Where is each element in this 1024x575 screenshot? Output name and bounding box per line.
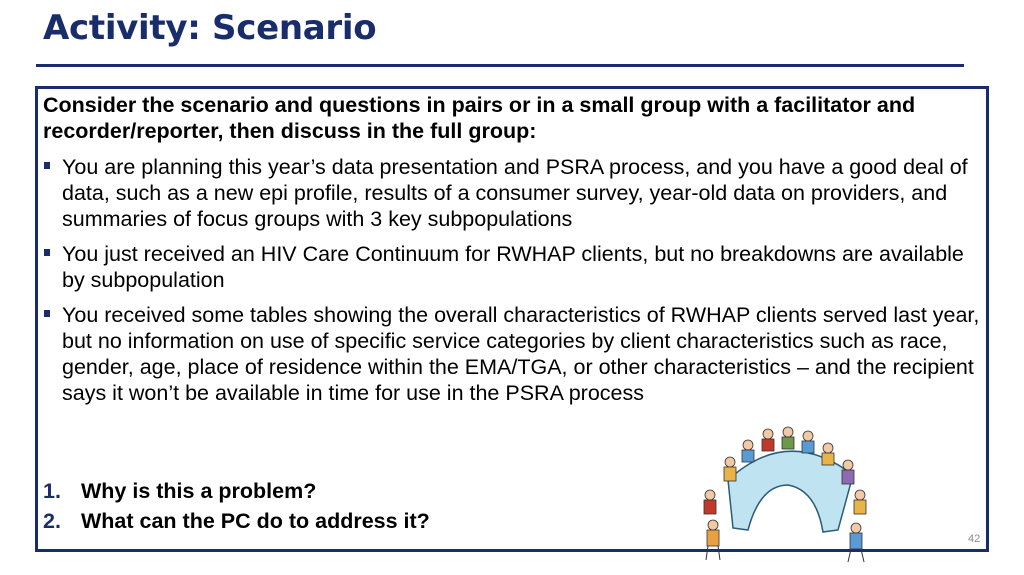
scenario-bullet-text: You received some tables showing the overall characteristics of RWHAP clients served last year, but no information on use of specific service categories by client characteristics such as race, gender, age, place of residence within the EMA/TGA, or other characteristics – and the recipient says it won’t be available in time for use in the PSRA process xyxy=(62,303,980,405)
scenario-bullet xyxy=(43,302,988,406)
question-item xyxy=(43,508,430,534)
scenario-bullet-text: You are planning this year’s data presentation and PSRA process, and you have a good deal of data, such as a new epi profile, results of a consumer survey, year-old data on providers, and summaries of focus groups with 3 key subpopulations xyxy=(62,155,968,231)
discussion-questions xyxy=(43,478,430,538)
bullet-square-icon xyxy=(44,162,50,169)
bullet-square-icon xyxy=(44,310,50,317)
scenario-bullet xyxy=(43,154,988,232)
scenario-bullet xyxy=(43,241,988,293)
question-number: 2. xyxy=(43,509,61,533)
question-text: What can the PC do to address it? xyxy=(81,509,430,533)
question-item xyxy=(43,478,430,504)
scenario-bullet-text: You just received an HIV Care Continuum for RWHAP clients, but no breakdowns are available by subpopulation xyxy=(62,242,964,292)
slide-title: Activity: Scenario xyxy=(43,8,377,48)
round-table-meeting-illustration xyxy=(688,420,888,570)
scenario-bullet-list xyxy=(43,154,988,415)
bullet-square-icon xyxy=(44,249,50,256)
scenario-intro: Consider the scenario and questions in pairs or in a small group with a facilitator and recorder/reporter, then discuss in the full group: xyxy=(43,93,916,143)
page-number: 42 xyxy=(968,533,981,545)
question-number: 1. xyxy=(43,479,61,503)
question-text: Why is this a problem? xyxy=(81,479,317,503)
title-divider xyxy=(36,64,964,67)
